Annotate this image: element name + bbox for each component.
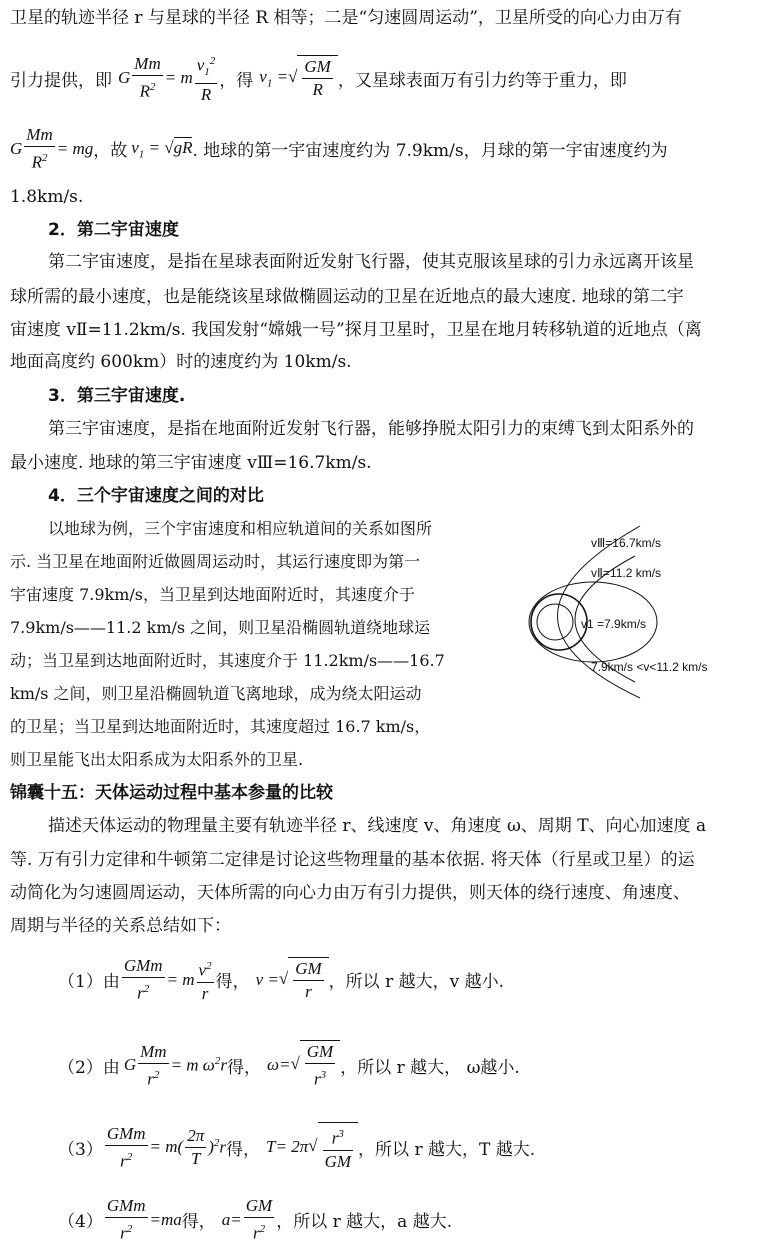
text-line: 描述天体运动的物理量主要有轨迹半径 r、线速度 v、角速度 ω、周期 T、向心加速度 a [48, 816, 707, 836]
orbit-diagram [515, 520, 775, 705]
label-range: 7.9km/s <v<11.2 km/s [591, 660, 708, 674]
text-span: 引力提供，即 [10, 70, 112, 91]
relation-4 [58, 1195, 452, 1245]
formula: = mg [56, 138, 94, 158]
text-span: ，所以 r 越大，v 越小. [328, 972, 505, 993]
fraction: $\frac{\text{GMm}}{r^2}$ [123, 956, 163, 1003]
text-span: ，得 [219, 70, 254, 91]
formula-line [10, 124, 668, 174]
formula: G [10, 138, 23, 158]
text-span: ，所以 r 越大，T 越大. [358, 1139, 536, 1160]
formula: $v_1$ = [259, 66, 289, 90]
text-line: 第三宇宙速度，是指在地面附近发射飞行器，能够挣脱太阳引力的束缚飞到太阳系外的 [48, 419, 694, 439]
text-line: 1.8km/s. [10, 187, 84, 207]
text-line: 动；当卫星到达地面附近时，其速度介于 11.2km/s——16.7 [10, 651, 445, 670]
fraction: $\frac{Mm}{R^2}$ [26, 125, 53, 172]
text-span: ，故 [93, 141, 128, 162]
relation-1 [58, 955, 504, 1005]
text-line: 的卫星；当卫星到达地面附近时，其速度超过 16.7 km/s， [10, 717, 431, 736]
text-line: 则卫星能飞出太阳系成为太阳系外的卫星. [10, 750, 304, 769]
section-heading: 2．第二宇宙速度 [48, 220, 179, 240]
fraction: $\frac{GM}{r^2}$ [245, 1196, 273, 1243]
formula: = m [166, 969, 195, 989]
text-span: 得， [226, 1057, 261, 1078]
fraction: $\frac{Mm}{R^2}$ [134, 54, 161, 101]
square-root: √ $\frac{GM}{r^3}$ [290, 1040, 340, 1091]
formula: $v_1 = √gR$ [131, 137, 193, 161]
text-line: 7.9km/s——11.2 km/s 之间，则卫星沿椭圆轨道绕地球运 [10, 618, 431, 637]
formula: = m( [149, 1137, 184, 1157]
text-span: 得， [181, 1212, 216, 1233]
fraction: $\frac{v_1^2}{R}$ [195, 50, 218, 106]
text-span: （4） [58, 1212, 103, 1233]
relation-2 [58, 1040, 520, 1091]
formula: )$^2$r [208, 1137, 227, 1157]
formula: ω= [266, 1055, 291, 1075]
text-line: 动简化为匀速圆周运动，天体所需的向心力由万有引力提供，则天体的绕行速度、角速度、 [10, 883, 690, 903]
text-span: （2）由 [58, 1057, 120, 1078]
text-line: 以地球为例，三个宇宙速度和相应轨道间的关系如图所 [48, 519, 433, 538]
text-line: 地面高度约 600km）时的速度约为 10km/s. [10, 352, 352, 372]
formula-line [10, 50, 627, 106]
earth [537, 604, 573, 640]
square-root: √ $\frac{r^3}{GM}$ [308, 1122, 358, 1173]
text-line: 宇宙速度 7.9km/s，当卫星到达地面附近时，其速度介于 [10, 585, 416, 604]
fraction: $\frac{\text{GMm}}{r^2}$ [106, 1196, 146, 1243]
text-span: . 地球的第一宇宙速度约为 7.9km/s，月球的第一宇宙速度约为 [192, 141, 668, 162]
section-heading: 3．第三宇宙速度. [48, 386, 186, 406]
fraction: $\frac{2\pi}{T}$ [187, 1125, 205, 1168]
formula: T= 2π [266, 1137, 309, 1157]
text-line: 周期与半径的关系总结如下： [10, 916, 231, 936]
formula: a= [221, 1209, 242, 1229]
text-line: km/s 之间，则卫星沿椭圆轨道飞离地球，成为绕太阳运动 [10, 684, 422, 703]
text-span: 得， [215, 972, 250, 993]
fraction: $\frac{Mm}{r^2}$ [140, 1041, 167, 1089]
formula: G [118, 68, 131, 88]
formula: = m $\omega^2r$ [170, 1055, 227, 1075]
label-v2: vⅡ=11.2 km/s [591, 566, 662, 580]
formula: =ma [149, 1209, 182, 1229]
text-span: ，所以 r 越大， ω越小. [340, 1057, 520, 1078]
formula: G [123, 1055, 137, 1075]
text-line: 等. 万有引力定律和牛顿第二定律是讨论这些物理量的基本依据. 将天体（行星或卫星）的运 [10, 850, 695, 870]
text-span: （1）由 [58, 972, 120, 993]
fraction: $\frac{\text{GMm}}{r^2}$ [106, 1123, 146, 1171]
text-span: ，所以 r 越大，a 越大. [276, 1212, 453, 1233]
text-line: 最小速度. 地球的第三宇宙速度 vⅢ=16.7km/s. [10, 453, 372, 473]
text-line: 卫星的轨迹半径 r 与星球的半径 R 相等；二是“匀速圆周运动”，卫星所受的向心力由万有 [10, 8, 682, 28]
text-line: 宙速度 vⅡ=11.2km/s. 我国发射“嫦娥一号”探月卫星时，卫星在地月转移轨道的近地点（离 [10, 320, 702, 340]
label-v1: v1 =7.9km/s [581, 617, 647, 631]
text-line: 第二宇宙速度，是指在星球表面附近发射飞行器，使其克服该星球的引力永远离开该星 [48, 252, 694, 272]
label-v3: vⅢ=16.7km/s [591, 536, 661, 550]
text-span: ，又星球表面万有引力约等于重力，即 [337, 70, 627, 91]
text-span: 得， [226, 1139, 261, 1160]
fraction: $\frac{v^2}{r}$ [197, 955, 214, 1005]
relation-3 [58, 1122, 535, 1173]
text-line: 示. 当卫星在地面附近做圆周运动时，其运行速度即为第一 [10, 552, 421, 571]
square-root: √ $\frac{GM}{R}$ [288, 55, 338, 101]
text-span: （3） [58, 1139, 103, 1160]
square-root: √ $\frac{GM}{r}$ [279, 957, 329, 1003]
text-line: 球所需的最小速度，也是能绕该星球做椭圆运动的卫星在近地点的最大速度. 地球的第二宇 [10, 287, 684, 307]
circular-orbit [531, 594, 587, 650]
formula: v = [255, 969, 279, 989]
formula: = m [164, 68, 193, 88]
kit-heading: 锦囊十五：天体运动过程中基本参量的比较 [10, 783, 333, 803]
section-heading: 4．三个宇宙速度之间的对比 [48, 486, 264, 506]
